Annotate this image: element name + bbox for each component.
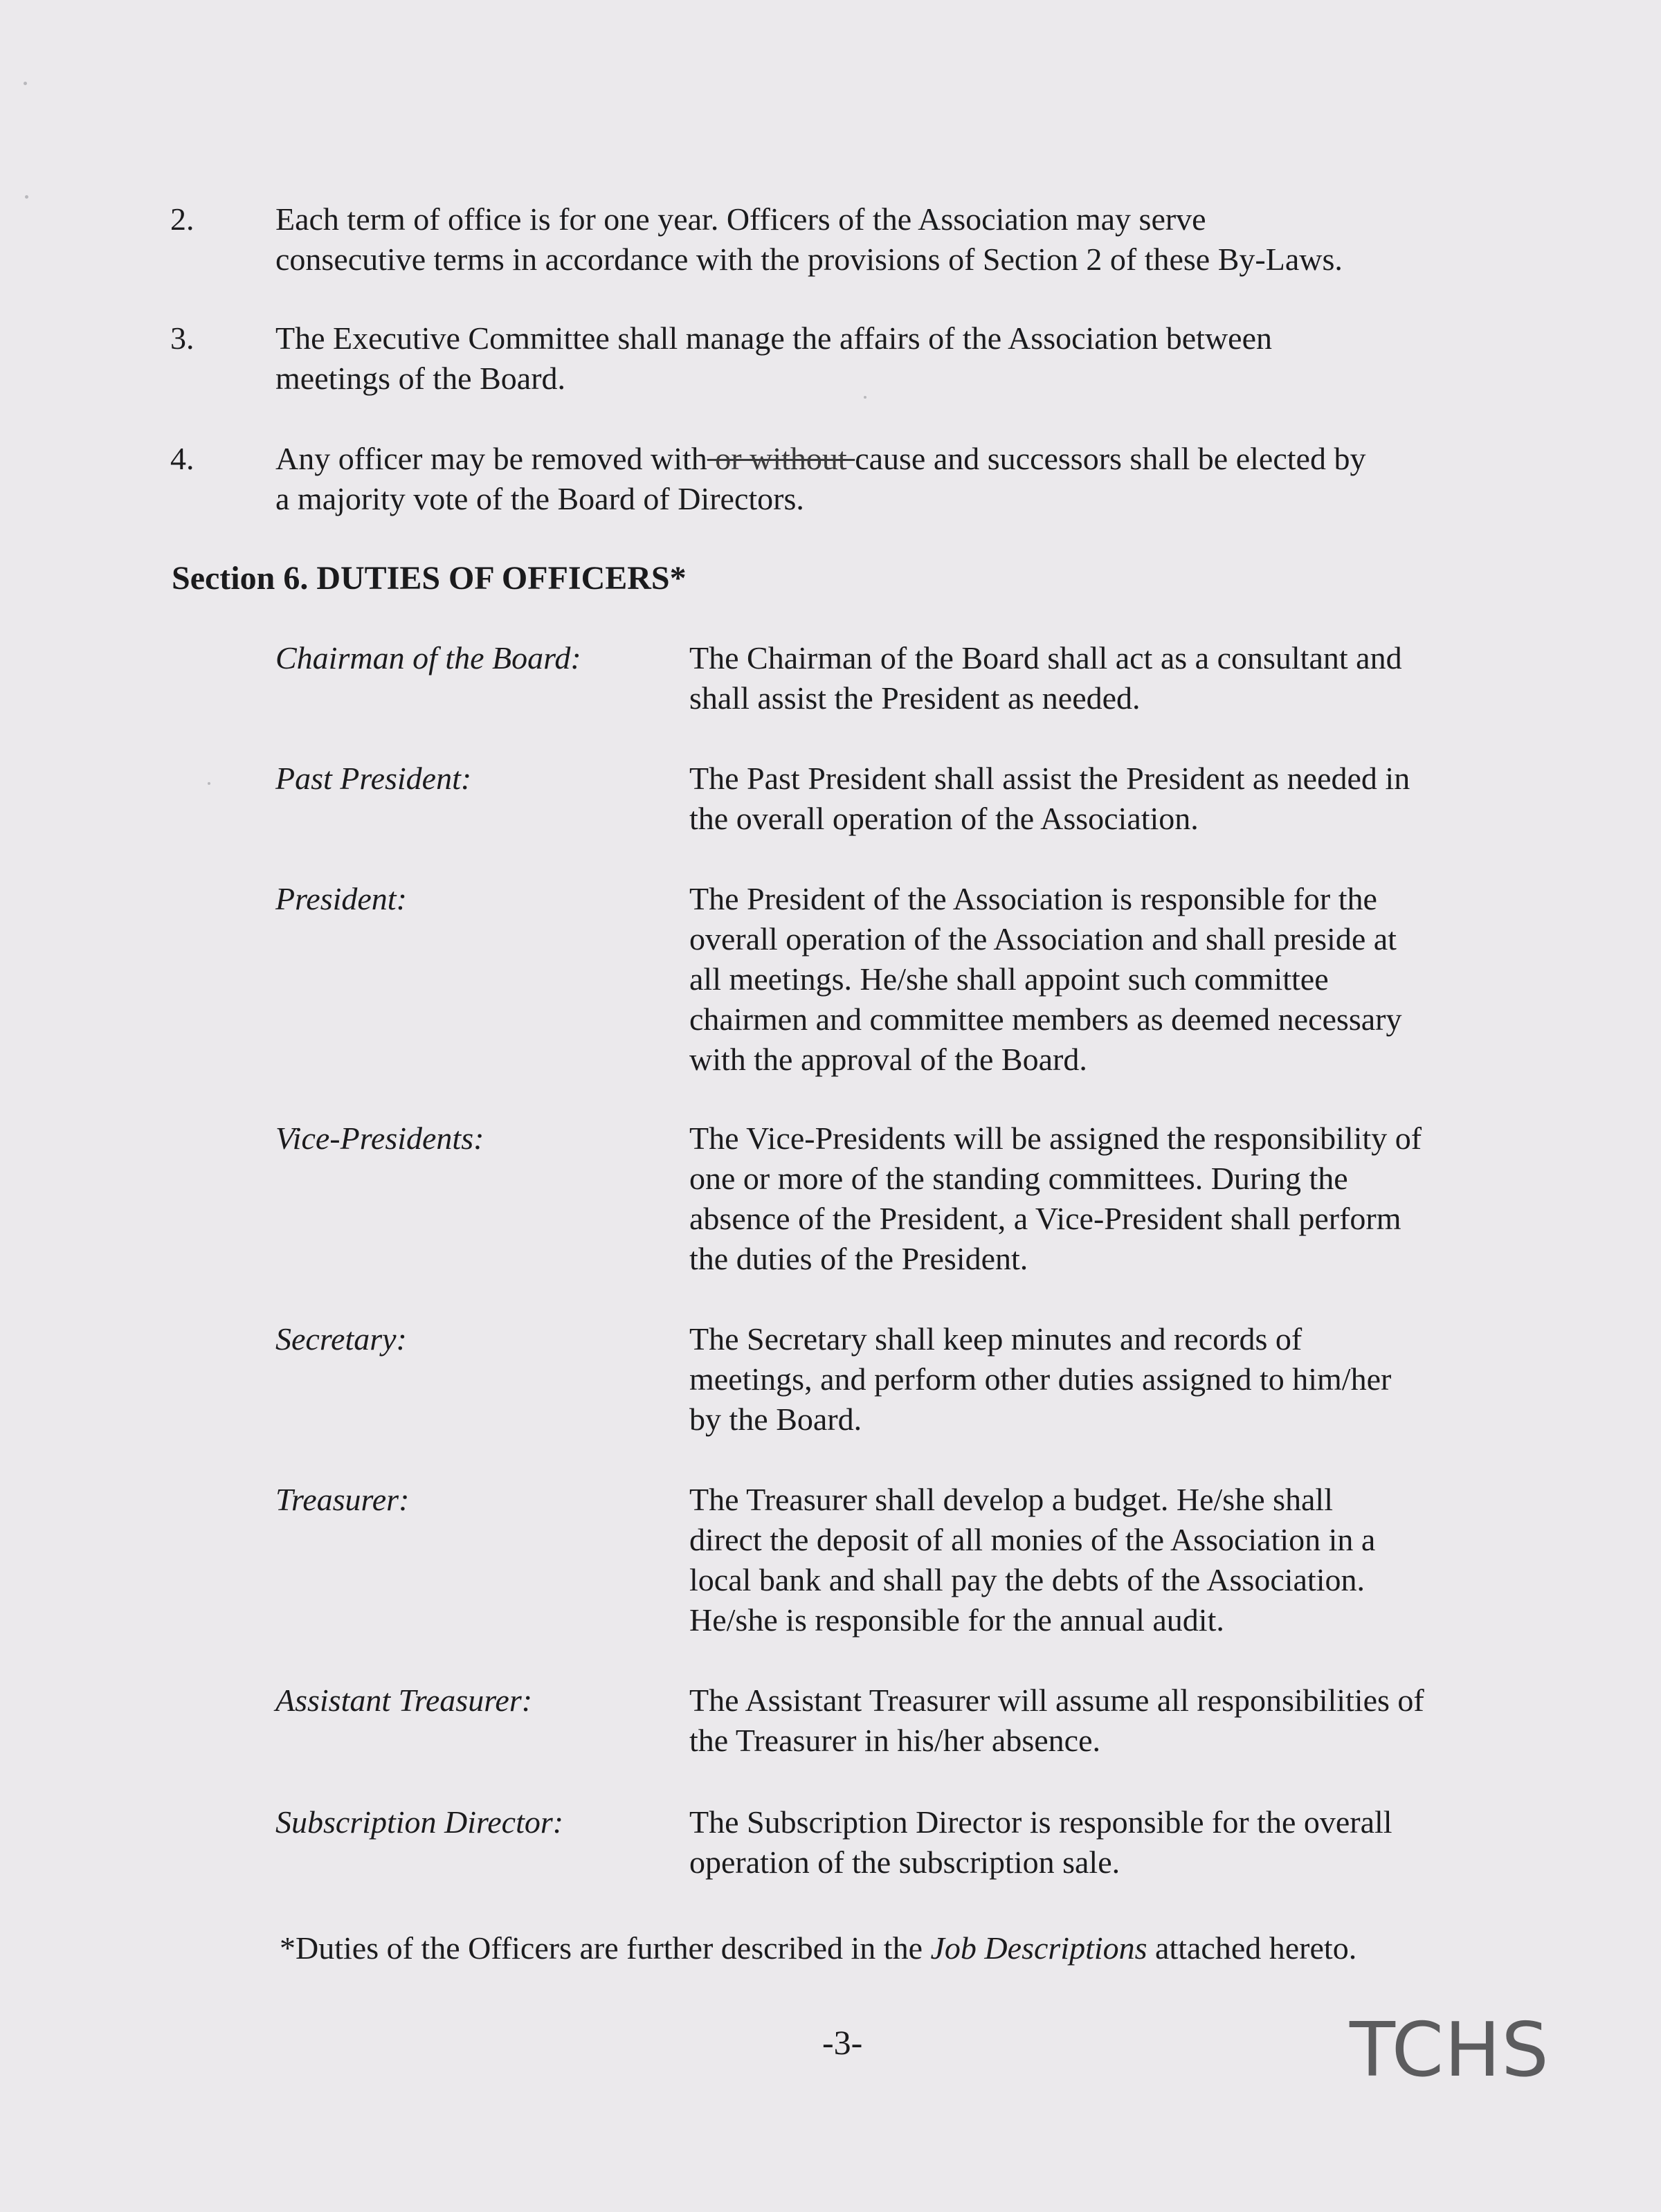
duty-line: meetings, and perform other duties assigned to him/her	[689, 1361, 1392, 1397]
section-heading: Section 6. DUTIES OF OFFICERS*	[172, 560, 687, 597]
duty-title: President:	[275, 881, 407, 916]
item-line: a majority vote of the Board of Directors.	[275, 481, 804, 516]
item-number: 3.	[170, 320, 194, 356]
item-line: meetings of the Board.	[275, 361, 566, 396]
item-text	[275, 318, 1494, 399]
duty-description	[689, 879, 1541, 1080]
footnote-emphasis: Job Descriptions	[930, 1930, 1147, 1966]
footnote-text-start: *Duties of the Officers are further described in the	[280, 1930, 931, 1966]
duty-line: absence of the President, a Vice-President shall perform	[689, 1201, 1401, 1236]
item-text	[275, 199, 1494, 280]
duty-line: The Past President shall assist the President as needed in	[689, 761, 1410, 796]
scan-speck	[25, 195, 28, 199]
duty-line: The Vice-Presidents will be assigned the responsibility of	[689, 1121, 1422, 1156]
item-text	[275, 439, 1494, 519]
scan-speck	[24, 82, 27, 85]
item-line: The Executive Committee shall manage the affairs of the Association between	[275, 320, 1273, 356]
duty-line: The Assistant Treasurer will assume all responsibilities of	[689, 1683, 1424, 1718]
footnote-text-end: attached hereto.	[1147, 1930, 1357, 1966]
duty-title: Secretary:	[275, 1321, 407, 1357]
duty-line: direct the deposit of all monies of the Association in a	[689, 1522, 1376, 1557]
duty-line: operation of the subscription sale.	[689, 1844, 1120, 1880]
duty-line: The President of the Association is responsible for the	[689, 881, 1377, 916]
duty-description	[689, 638, 1541, 718]
duty-line: The Secretary shall keep minutes and records of	[689, 1321, 1303, 1357]
duty-line: The Chairman of the Board shall act as a consultant and	[689, 640, 1402, 676]
duty-title: Assistant Treasurer:	[275, 1683, 533, 1718]
duty-title: Subscription Director:	[275, 1804, 564, 1840]
watermark: TCHS	[1350, 2007, 1550, 2094]
item-line-start: Any officer may be removed with	[275, 441, 707, 476]
duty-line: by the Board.	[689, 1402, 862, 1437]
duty-line: all meetings. He/she shall appoint such committee	[689, 961, 1329, 997]
page-number: -3-	[822, 2023, 863, 2062]
duty-description	[689, 1802, 1541, 1883]
duty-line: chairmen and committee members as deemed necessary	[689, 1001, 1402, 1037]
item-number: 2.	[170, 201, 194, 237]
duty-description	[689, 759, 1541, 839]
duty-description	[689, 1680, 1541, 1761]
duty-line: one or more of the standing committees. During the	[689, 1161, 1348, 1196]
duty-description	[689, 1319, 1541, 1440]
duty-line: He/she is responsible for the annual audit.	[689, 1602, 1224, 1638]
item-line	[275, 439, 1494, 479]
item-number: 4.	[170, 441, 194, 476]
duty-line: The Subscription Director is responsible for the overall	[689, 1804, 1392, 1840]
duty-line: The Treasurer shall develop a budget. He/she shall	[689, 1482, 1333, 1517]
duty-description	[689, 1480, 1541, 1640]
duty-line: the duties of the President.	[689, 1241, 1028, 1276]
scan-speck	[864, 396, 866, 399]
scan-speck	[208, 782, 210, 785]
duty-line: shall assist the President as needed.	[689, 680, 1141, 716]
duty-description	[689, 1118, 1541, 1279]
duty-line: overall operation of the Association and shall preside at	[689, 921, 1397, 957]
footnote	[280, 1928, 1356, 1968]
duty-title: Chairman of the Board:	[275, 640, 581, 676]
duty-line: with the approval of the Board.	[689, 1042, 1087, 1077]
duty-title: Past President:	[275, 761, 472, 796]
duty-title: Treasurer:	[275, 1482, 410, 1517]
duty-line: the overall operation of the Association.	[689, 801, 1199, 836]
duty-title: Vice-Presidents:	[275, 1121, 484, 1156]
duty-line: the Treasurer in his/her absence.	[689, 1723, 1101, 1758]
item-line: Each term of office is for one year. Officers of the Association may serve	[275, 201, 1206, 237]
item-line: consecutive terms in accordance with the provisions of Section 2 of these By-Laws.	[275, 242, 1343, 277]
duty-line: local bank and shall pay the debts of the Association.	[689, 1562, 1365, 1597]
struck-text: or without	[707, 441, 855, 476]
item-line-end: cause and successors shall be elected by	[855, 441, 1366, 476]
